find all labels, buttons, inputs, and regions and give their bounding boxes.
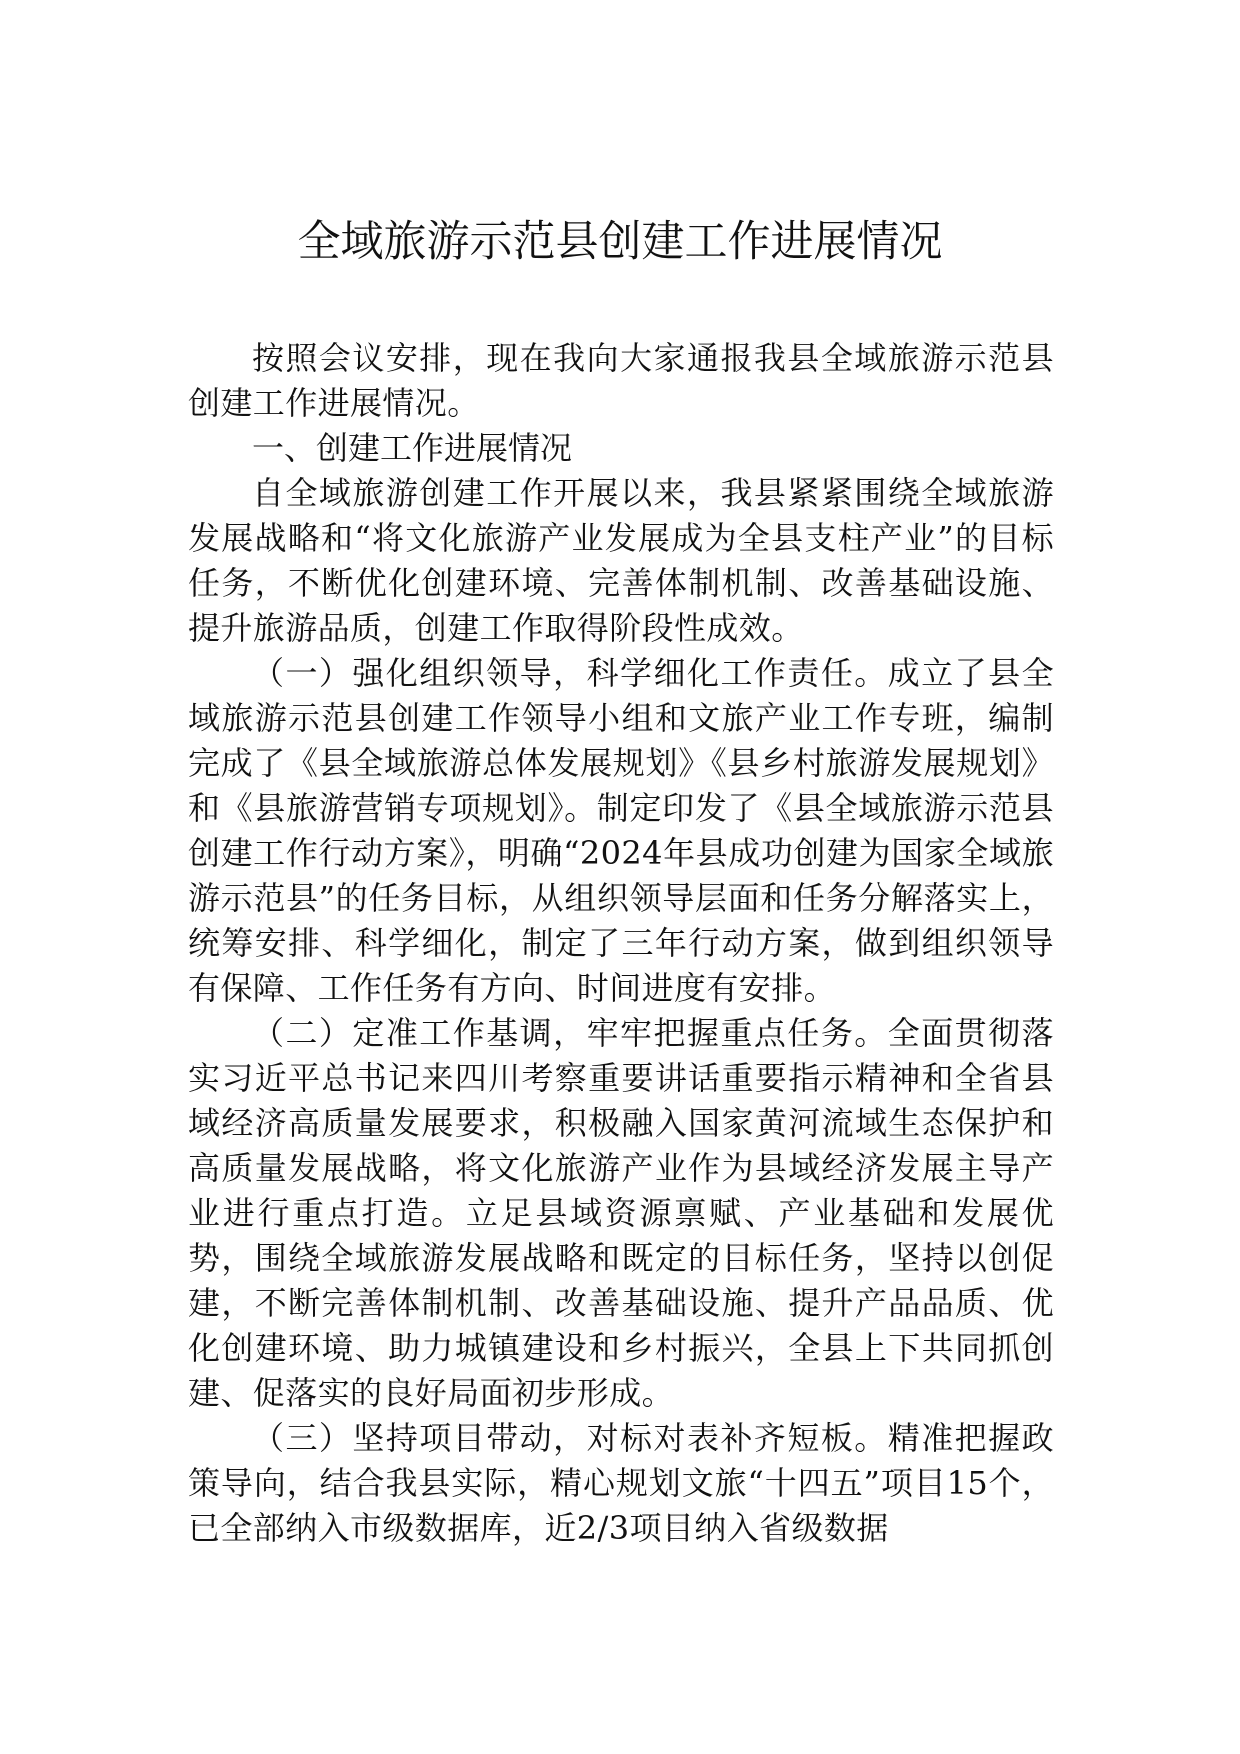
item-text-2: 全面贯彻落实习近平总书记来四川考察重要讲话重要指示精神和全省县域经济高质量发展要求，积极融入国家黄河流域生态保护和高质量发展战略，将文化旅游产业作为县域经济发展主导产业进行重点打造。立足县域资源禀赋、产业基础和发展优势，围绕全域旅游发展战略和既定的目标任务，坚持以创促建，不断完善体制机制、改善基础设施、提升产品品质、优化创建环境、助力城镇建设和乡村振兴，全县上下共同抓创建、促落实的良好局面初步形成。	[188, 1014, 1054, 1412]
item-paragraph-2	[188, 1011, 1054, 1416]
item-paragraph-3	[188, 1416, 1054, 1551]
item-paragraph-1	[188, 651, 1054, 1011]
document-body	[188, 336, 1054, 1551]
item-lead-3: （三）坚持项目带动，对标对表补齐短板。	[252, 1419, 888, 1457]
section-summary-paragraph: 自全域旅游创建工作开展以来，我县紧紧围绕全域旅游发展战略和“将文化旅游产业发展成为全县支柱产业”的目标任务，不断优化创建环境、完善体制机制、改善基础设施、提升旅游品质，创建工作取得阶段性成效。	[188, 474, 1054, 647]
item-text-3: 精准把握政策导向，结合我县实际，精心规划文旅“十四五”项目15个，已全部纳入市级数据库，近2/3项目纳入省级数据	[188, 1419, 1054, 1547]
section-heading: 一、创建工作进展情况	[252, 429, 573, 467]
intro-paragraph: 按照会议安排，现在我向大家通报我县全域旅游示范县创建工作进展情况。	[188, 339, 1054, 422]
document-title: 全域旅游示范县创建工作进展情况	[297, 217, 943, 267]
item-text-1: 成立了县全域旅游示范县创建工作领导小组和文旅产业工作专班，编制完成了《县全域旅游总体发展规划》《县乡村旅游发展规划》和《县旅游营销专项规划》。制定印发了《县全域旅游示范县创建工作行动方案》，明确“2024年县成功创建为国家全域旅游示范县”的任务目标，从组织领导层面和任务分解落实上，统筹安排、科学细化，制定了三年行动方案，做到组织领导有保障、工作任务有方向、时间进度有安排。	[188, 654, 1054, 1007]
item-lead-1: （一）强化组织领导，科学细化工作责任。	[252, 654, 888, 692]
item-lead-2: （二）定准工作基调，牢牢把握重点任务。	[252, 1014, 888, 1052]
